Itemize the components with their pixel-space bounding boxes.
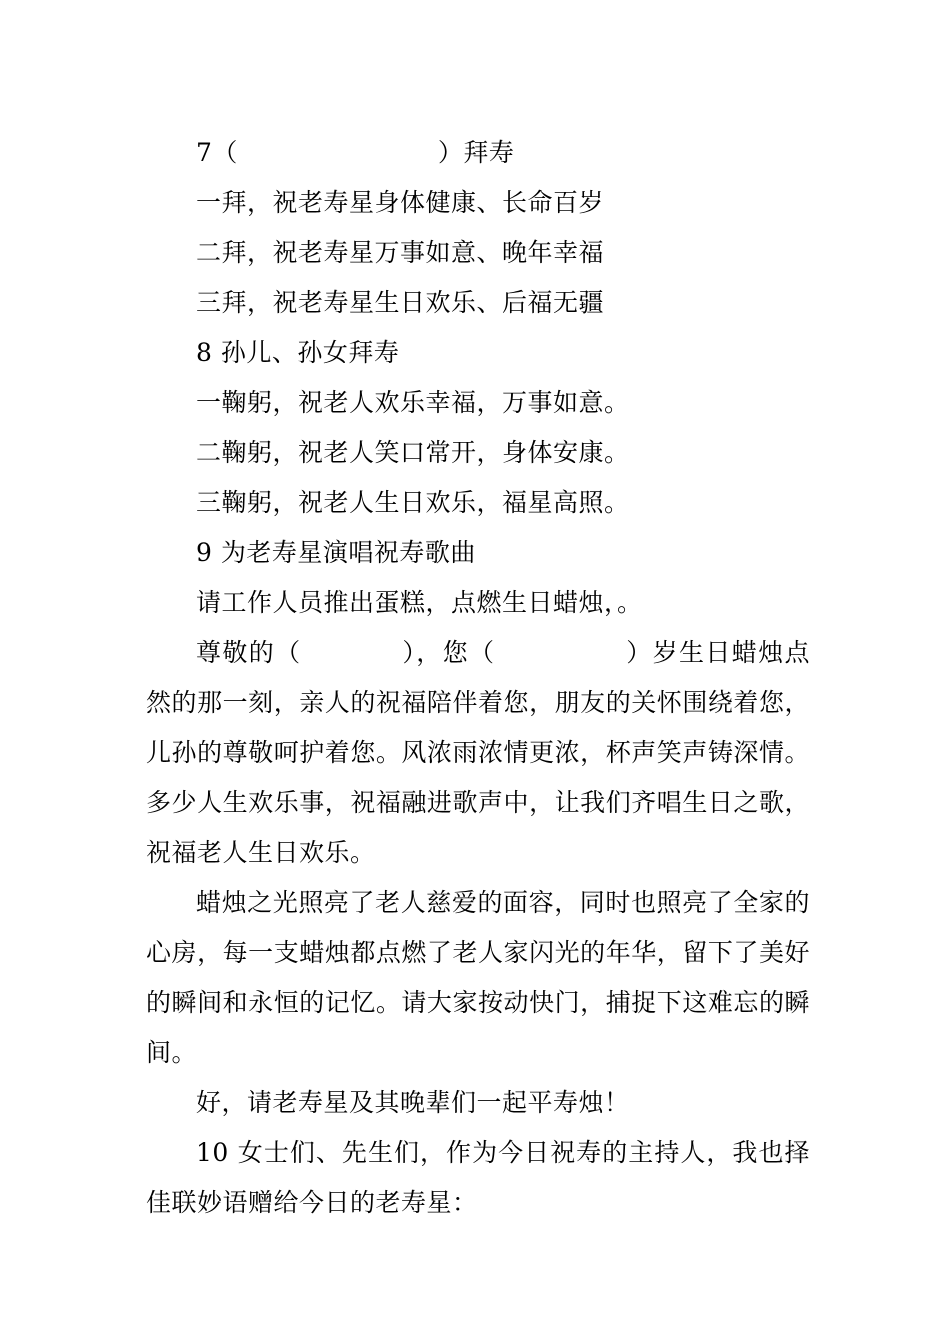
para1-part2: ），您（ bbox=[401, 638, 496, 667]
birthday-candle-paragraph bbox=[146, 628, 810, 878]
text-line: 三鞠躬，祝老人生日欢乐，福星高照。 bbox=[196, 488, 630, 517]
blessing-heading-7 bbox=[146, 128, 810, 178]
section-heading-8: 8 孙儿、孙女拜寿 bbox=[196, 338, 400, 367]
para1-part3: ）岁生日蜡烛点然的那一刻，亲人的祝福陪伴着您，朋友的关怀围绕着您，儿孙的尊敬呵护着您。风浓雨浓情更浓，杯声笑声铸深情。多少人生欢乐事，祝福融进歌声中，让我们齐唱生日之歌，祝福老人生日欢乐。 bbox=[146, 638, 810, 867]
text-line: 请工作人员推出蛋糕，点燃生日蜡烛，。 bbox=[196, 588, 643, 617]
text-line: 二鞠躬，祝老人笑口常开，身体安康。 bbox=[196, 438, 630, 467]
text-line: 一拜，祝老寿星身体健康、长命百岁 bbox=[196, 188, 605, 217]
text-line: 三拜，祝老寿星生日欢乐、后福无疆 bbox=[196, 288, 605, 317]
candle-light-paragraph: 蜡烛之光照亮了老人慈爱的面容，同时也照亮了全家的心房，每一支蜡烛都点燃了老人家闪光的年华，留下了美好的瞬间和永恒的记忆。请大家按动快门，捕捉下这难忘的瞬间。 bbox=[146, 888, 810, 1067]
para1-part1: 尊敬的（ bbox=[196, 638, 302, 667]
heading-7-prefix: 7（ bbox=[196, 138, 238, 167]
text-line: 一鞠躬，祝老人欢乐幸福，万事如意。 bbox=[196, 388, 630, 417]
text-line: 二拜，祝老寿星万事如意、晚年幸福 bbox=[196, 238, 605, 267]
host-couplet-paragraph: 10 女士们、先生们，作为今日祝寿的主持人，我也择佳联妙语赠给今日的老寿星： bbox=[146, 1138, 810, 1217]
document-body bbox=[146, 128, 810, 1228]
longevity-candle-paragraph: 好，请老寿星及其晚辈们一起平寿烛！ bbox=[196, 1088, 630, 1117]
section-heading-9: 9 为老寿星演唱祝寿歌曲 bbox=[196, 538, 476, 567]
heading-7-suffix: ）拜寿 bbox=[437, 138, 515, 167]
